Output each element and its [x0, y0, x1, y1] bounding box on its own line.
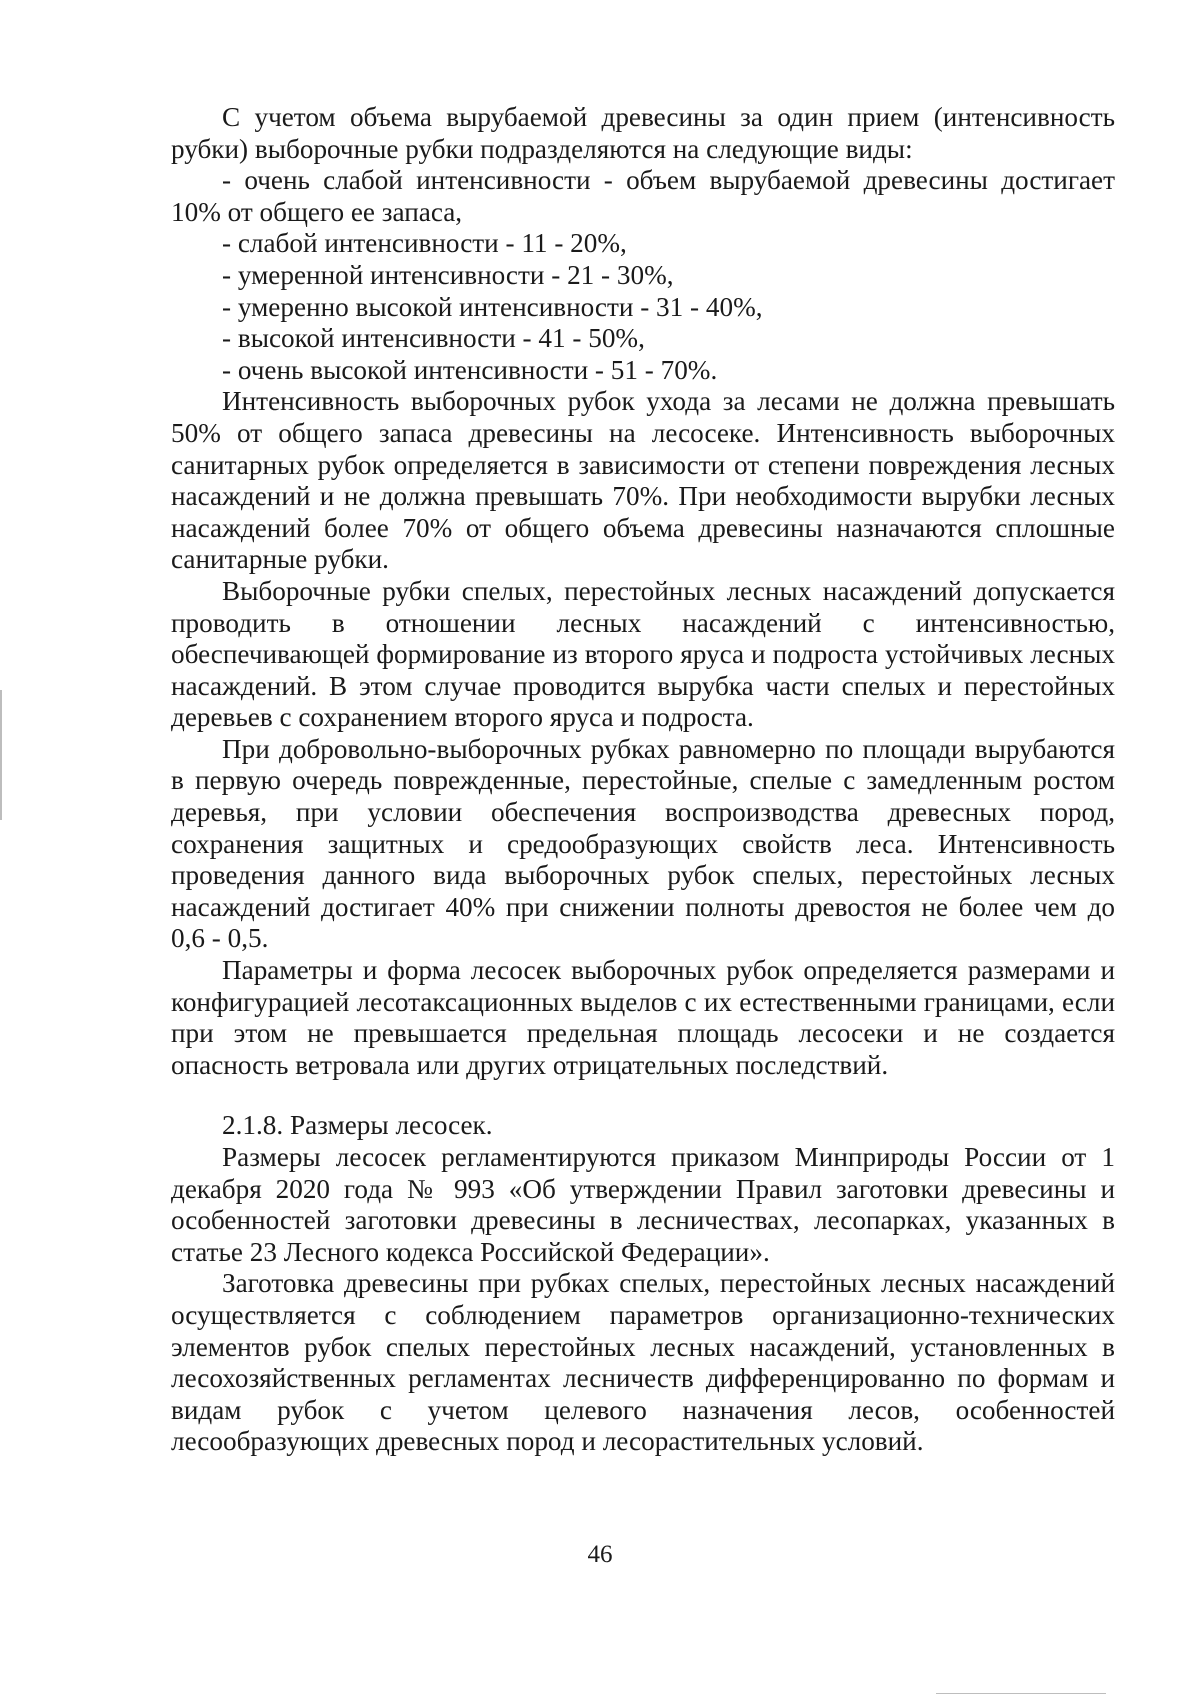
list-item: - умеренной интенсивности - 21 - 30%,: [222, 259, 674, 290]
list-item: - высокой интенсивности - 41 - 50%,: [222, 323, 645, 354]
list-item: - очень слабой интенсивности - объем вырубаемой древесины достигает 10% от общего ее запаса,: [171, 165, 1115, 227]
paragraph-intensity-limits: Интенсивность выборочных рубок ухода за лесами не должна превышать 50% от общего запаса древесины на лесосеке. Интенсивность выборочных санитарных рубок определяется в зависимости от степени повреждения лесных насаждений и не должна превышать 70%. При необходимости вырубки лесных насаждений более 70% от общего объема древесины назначаются сплошные санитарные рубки.: [171, 386, 1115, 575]
paragraph-voluntary-selective: При добровольно-выборочных рубках равномерно по площади вырубаются в первую очередь поврежденные, перестойные, спелые с замедленным ростом деревья, при условии обеспечения воспроизводства древесных пород, сохранения защитных и средообразующих свойств леса. Интенсивность проведения данного вида выборочных рубок спелых, перестойных лесных насаждений достигает 40% при снижении полноты древостоя не более чем до 0,6 - 0,5.: [171, 733, 1115, 954]
paragraph-regulation: Размеры лесосек регламентируются приказом Минприроды России от 1 декабря 2020 года № 993 «Об утверждении Правил заготовки древесины и особенностей заготовки древесины в лесничествах, лесопарках, указанных в статье 23 Лесного кодекса Российской Федерации».: [171, 1142, 1115, 1267]
intensity-list: [171, 165, 1115, 386]
list-item: - слабой интенсивности - 11 - 20%,: [222, 228, 627, 259]
intro-paragraph: С учетом объема вырубаемой древесины за один прием (интенсивность рубки) выборочные рубки подразделяются на следующие виды:: [171, 102, 1115, 164]
section-heading: 2.1.8. Размеры лесосек.: [222, 1110, 493, 1141]
paragraph-mature-stands: Выборочные рубки спелых, перестойных лесных насаждений допускается проводить в отношении лесных насаждений с интенсивностью, обеспечивающей формирование из второго яруса и подроста устойчивых лесных насаждений. В этом случае проводится вырубка части спелых и перестойных деревьев с сохранением второго яруса и подроста.: [171, 575, 1115, 733]
list-item: - умеренно высокой интенсивности - 31 - 40%,: [222, 291, 763, 322]
list-item: - очень высокой интенсивности - 51 - 70%.: [222, 354, 718, 385]
page-number: 46: [587, 1541, 613, 1568]
scan-edge-mark-bottom: [936, 1693, 1106, 1694]
scan-edge-mark-left: [0, 690, 2, 820]
paragraph-harvesting: Заготовка древесины при рубках спелых, перестойных лесных насаждений осуществляется с соблюдением параметров организационно-технических элементов рубок спелых перестойных лесных насаждений, установленных в лесохозяйственных регламентах лесничеств дифференцированно по формам и видам рубок с учетом целевого назначения лесов, особенностей лесообразующих древесных пород и лесорастительных условий.: [171, 1268, 1115, 1457]
document-body: [171, 102, 1115, 1458]
section-spacer: [171, 1081, 1115, 1110]
paragraph-cutting-area-parameters: Параметры и форма лесосек выборочных рубок определяется размерами и конфигурацией лесотаксационных выделов с их естественными границами, если при этом не превышается предельная площадь лесосеки и не создается опасность ветровала или других отрицательных последствий.: [171, 955, 1115, 1080]
